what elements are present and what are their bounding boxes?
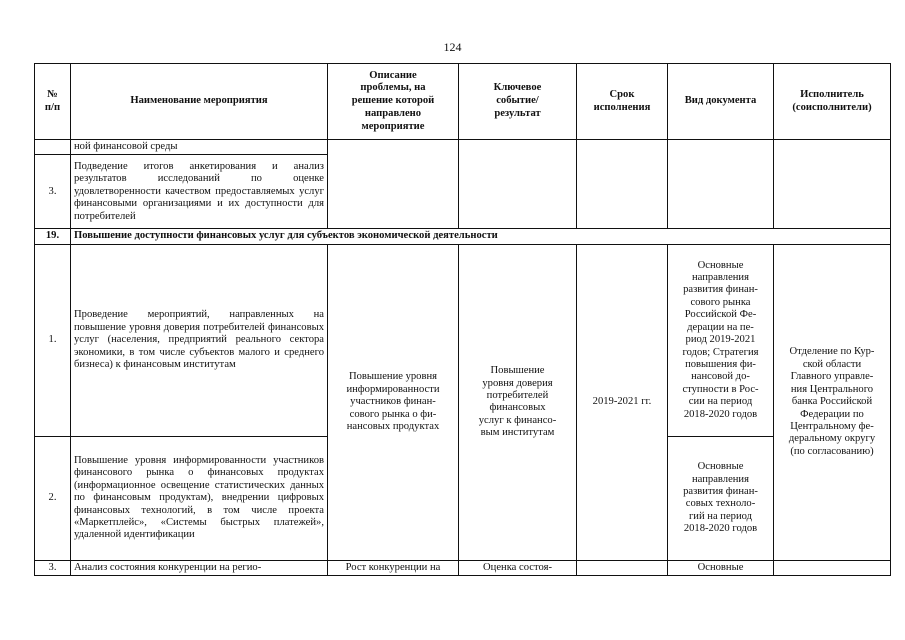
cell-problem: Повышение уровня информированности участников финан- сового рынка о фи- нансовых продуктах xyxy=(328,244,459,560)
cell-problem: Рост конкуренции на xyxy=(328,560,459,575)
cell-num: 3. xyxy=(35,155,71,229)
cell-problem xyxy=(328,140,459,229)
table-header-row xyxy=(35,64,891,140)
cell-event xyxy=(459,140,577,229)
cell-term xyxy=(577,140,668,229)
header-name: Наименование мероприятия xyxy=(71,64,328,140)
page-number: 124 xyxy=(443,40,462,54)
cell-name: Повышение уровня информированности участников финансового рынка о финансовых продуктах (информационное освещение статистических данных по финансовым продуктам), внедрении цифровых финансовых технологий, в том числе проекта «Маркетплейс», «Системы быстрых платежей», удаленной идентификации xyxy=(71,436,328,560)
cell-num: 1. xyxy=(35,244,71,436)
cell-executor xyxy=(774,140,891,229)
cell-name: ной финансовой среды xyxy=(71,140,328,155)
table-row xyxy=(35,140,891,155)
header-problem: Описание проблемы, на решение которой направлено мероприятие xyxy=(328,64,459,140)
cell-executor xyxy=(774,560,891,575)
cell-doc: Основные xyxy=(668,560,774,575)
cell-doc: Основные направления развития финан- совых техноло- гий на период 2018-2020 годов xyxy=(668,436,774,560)
cell-name: Проведение мероприятий, направленных на повышение уровня доверия потребителей финансовых услуг (населения, предприятий реального сектора экономики, в том числе субъектов малого и среднего бизнеса) к финансовым институтам xyxy=(71,244,328,436)
cell-name: Анализ состояния конкуренции на регио- xyxy=(71,560,328,575)
section-num: 19. xyxy=(35,229,71,244)
cell-term: 2019-2021 гг. xyxy=(577,244,668,560)
cell-doc: Основные направления развития финан- сового рынка Российской Фе- дерации на пе- риод 2019-2021 годов; Стратегия повышения фи- нансовой до- ступности в Рос- сии на период 2018-2020 годов xyxy=(668,244,774,436)
cell-event: Повышение уровня доверия потребителей финансовых услуг к финансо- вым институтам xyxy=(459,244,577,560)
table-row xyxy=(35,244,891,436)
cell-num: 2. xyxy=(35,436,71,560)
header-event: Ключевое событие/ результат xyxy=(459,64,577,140)
section-title: Повышение доступности финансовых услуг для субъектов экономической деятельности xyxy=(71,229,891,244)
cell-executor: Отделение по Кур- ской области Главного управле- ния Центрального банка Российской Федерации по Центральному фе- деральному округу (по согласованию) xyxy=(774,244,891,560)
cell-num xyxy=(35,140,71,155)
measures-table xyxy=(34,63,891,576)
cell-event: Оценка состоя- xyxy=(459,560,577,575)
table-row xyxy=(35,560,891,575)
section-row xyxy=(35,229,891,244)
header-executor: Исполнитель (соисполнители) xyxy=(774,64,891,140)
cell-doc xyxy=(668,140,774,229)
cell-num: 3. xyxy=(35,560,71,575)
cell-name: Подведение итогов анкетирования и анализ результатов исследований по оценке удовлетворенности качеством предоставляемых услуг финансовыми организациями и их доступности для потребителей xyxy=(71,155,328,229)
cell-term xyxy=(577,560,668,575)
header-num: № п/п xyxy=(35,64,71,140)
header-term: Срок исполнения xyxy=(577,64,668,140)
header-doc: Вид документа xyxy=(668,64,774,140)
